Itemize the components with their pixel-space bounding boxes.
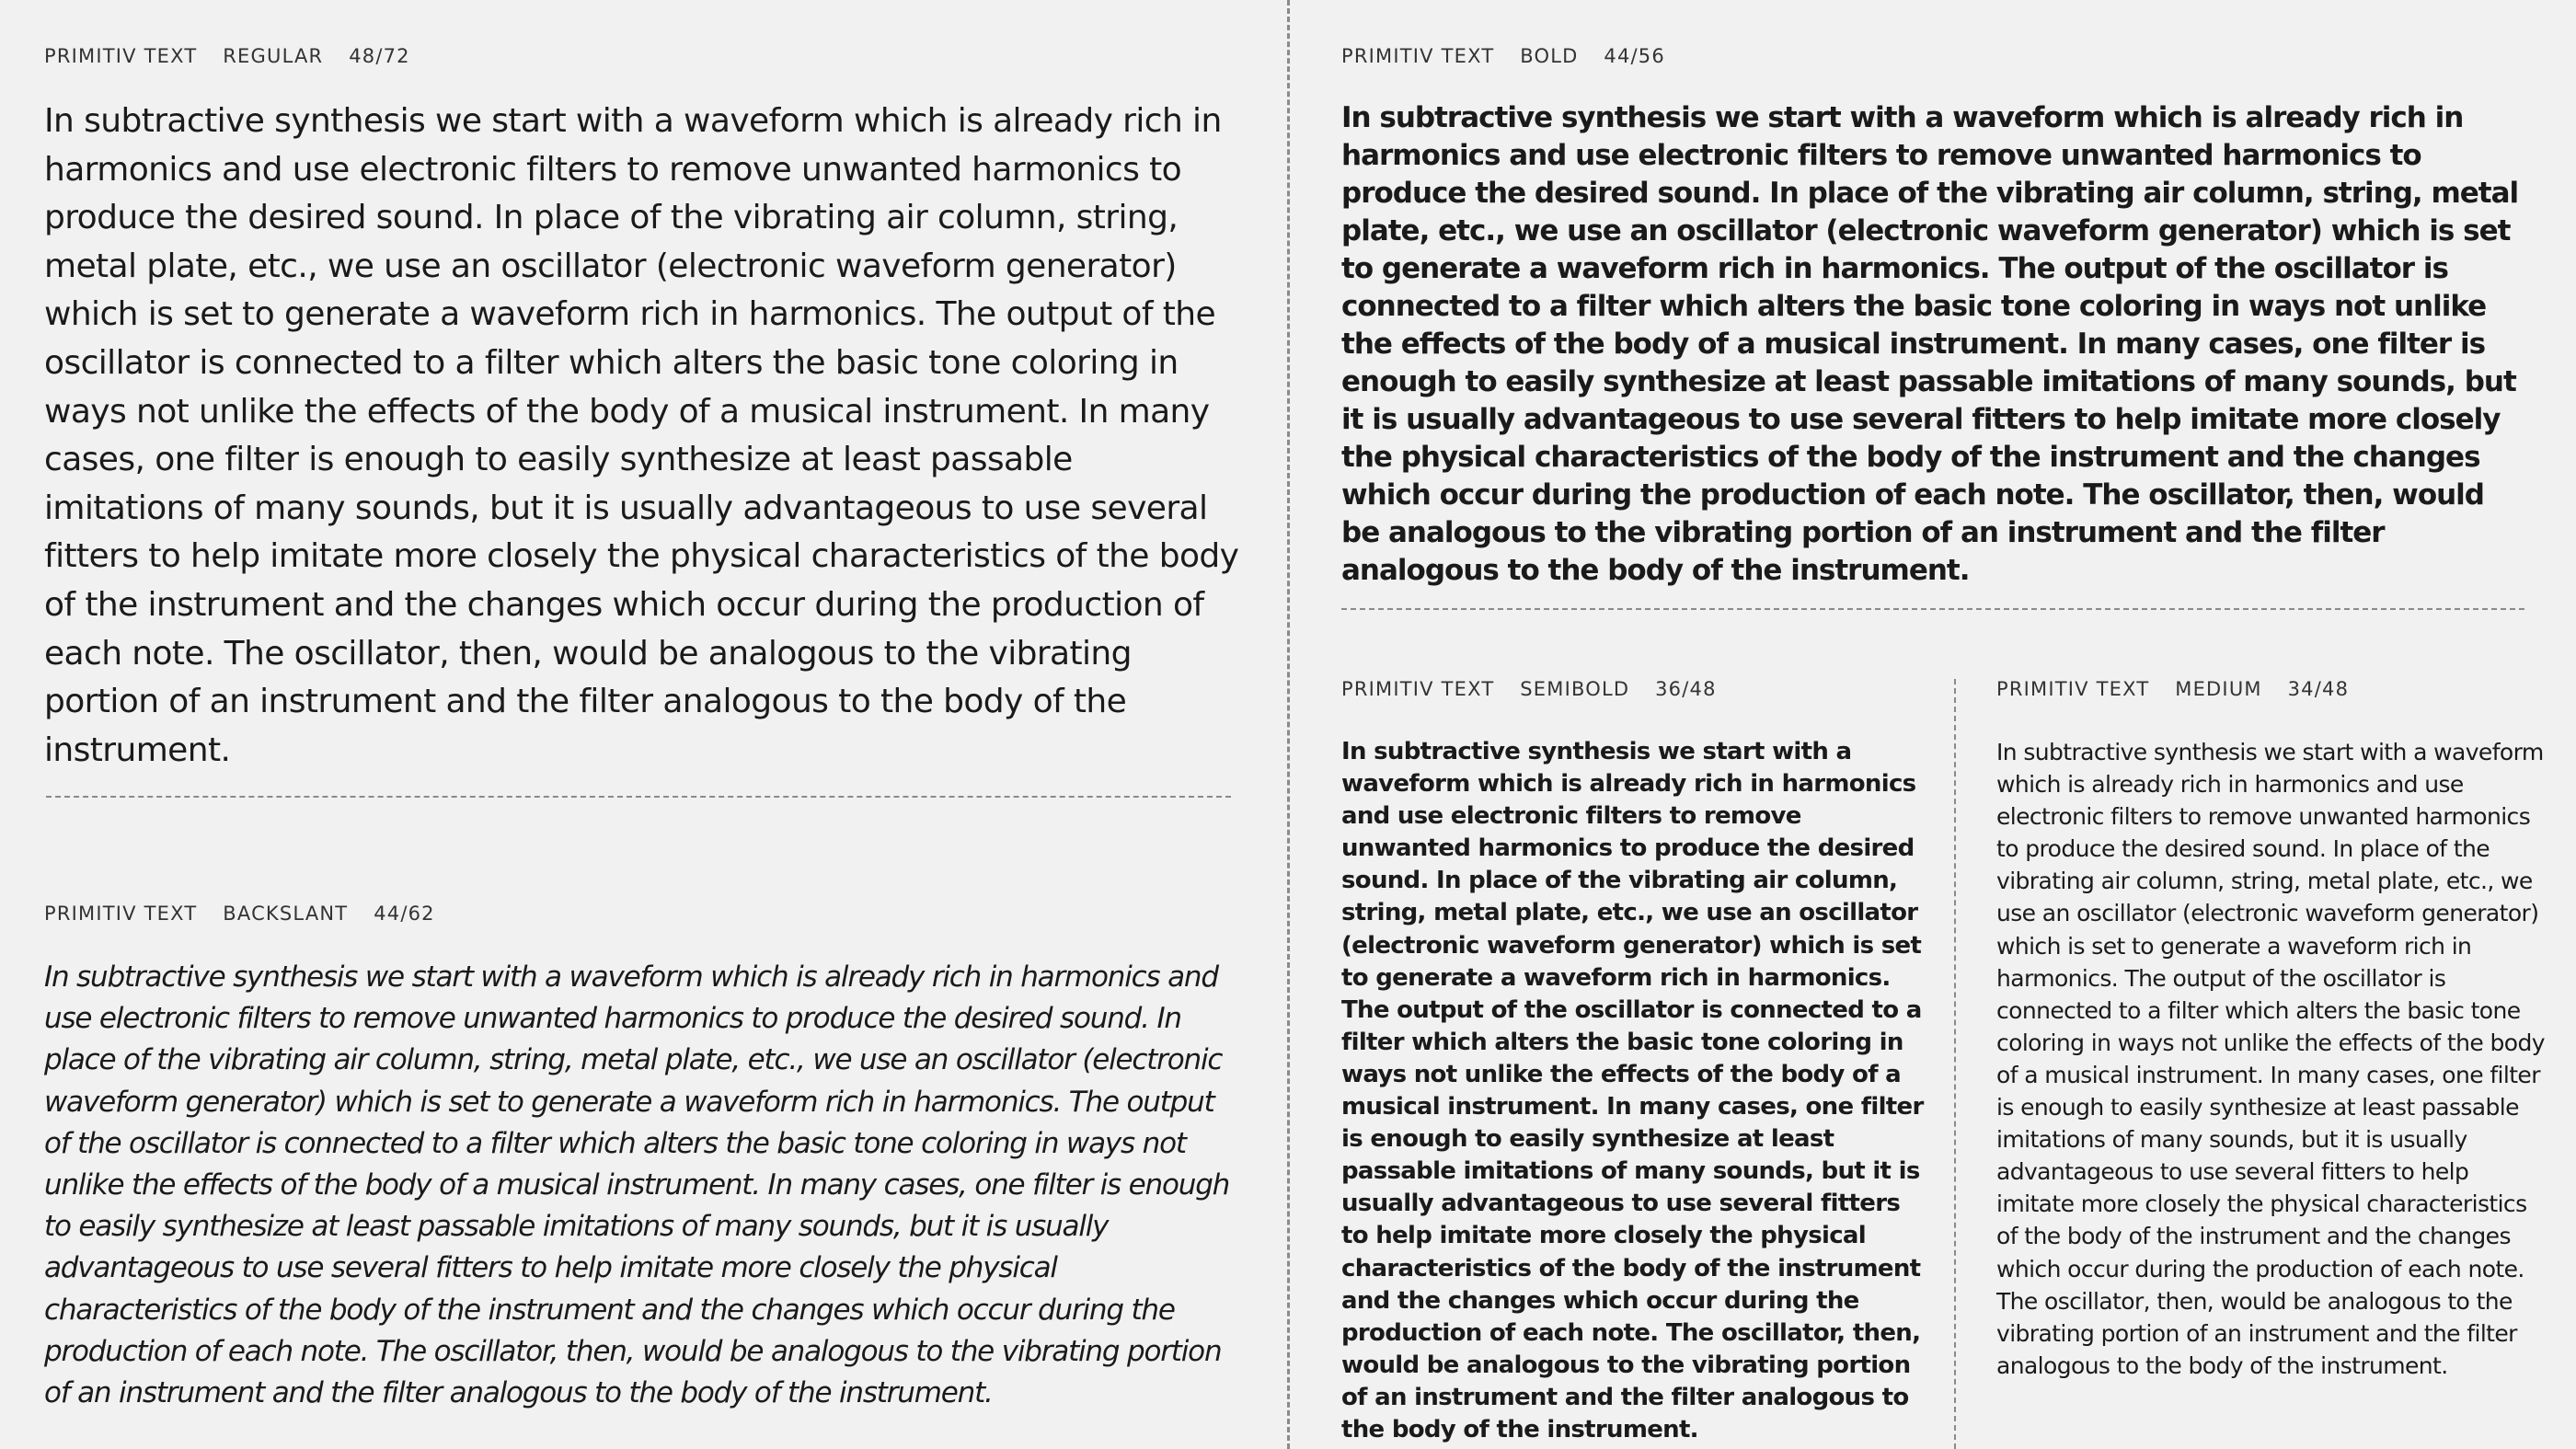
medium-family: PRIMITIV TEXT <box>1996 678 2150 700</box>
regular-size: 48/72 <box>349 45 410 67</box>
bold-spec-label <box>1341 42 1665 70</box>
backslant-style: BACKSLANT <box>223 903 349 925</box>
medium-spec-label <box>1996 675 2349 703</box>
semibold-size: 36/48 <box>1655 678 1717 700</box>
semibold-style: SEMIBOLD <box>1520 678 1630 700</box>
bold-style: BOLD <box>1520 45 1579 67</box>
medium-style: MEDIUM <box>2175 678 2262 700</box>
regular-text-block: In subtractive synthesis we start with a waveform which is already rich in harmonics and use electronic filters to remove unwanted harmonics to produce the desired sound. In place of the vibrating air column, string, metal plate, etc., we use an oscillator (electronic waveform generator) which is set to generate a waveform rich in harmonics. The output of the oscillator is connected to a filter which alters the basic tone coloring in ways not unlike the effects of the body of a musical instrument. In many cases, one filter is enough to easily synthesize at least passable imitations of many sounds, but it is usually advantageous to use several fitters to help imitate more closely the physical characteristics of the body of the instrument and the changes which occur during the production of each note. The oscillator, then, would be analogous to the vibrating portion of an instrument and the filter analogous to the body of the instrument. <box>44 102 1239 769</box>
regular-style: REGULAR <box>223 45 324 67</box>
left-section-divider <box>46 796 1231 798</box>
bold-family: PRIMITIV TEXT <box>1341 45 1495 67</box>
bold-size: 44/56 <box>1604 45 1665 67</box>
semibold-family: PRIMITIV TEXT <box>1341 678 1495 700</box>
medium-text-block: In subtractive synthesis we start with a waveform which is already rich in harmonics and use electronic filters to remove unwanted harmonics to produce the desired sound. In place of the vibrating air column, string, metal plate, etc., we use an oscillator (electronic waveform generator) which is set to generate a waveform rich in harmonics. The output of the oscillator is connected to a filter which alters the basic tone coloring in ways not unlike the effects of the body of a musical instrument. In many cases, one filter is enough to easily synthesize at least passable imitations of many sounds, but it is usually advantageous to use several fitters to help imitate more closely the physical characteristics of the body of the instrument and the changes which occur during the production of each note. The oscillator, then, would be analogous to the vibrating portion of an instrument and the filter analogous to the body of the instrument. <box>1996 739 2545 1379</box>
semibold-text-block: In subtractive synthesis we start with a waveform which is already rich in harmonics and use electronic filters to remove unwanted harmonics to produce the desired sound. In place of the vibrating air column, string, metal plate, etc., we use an oscillator (electronic waveform generator) which is set to generate a waveform rich in harmonics. The output of the oscillator is connected to a filter which alters the basic tone coloring in ways not unlike the effects of the body of a musical instrument. In many cases, one filter is enough to easily synthesize at least passable imitations of many sounds, but it is usually advantageous to use several fitters to help imitate more closely the physical characteristics of the body of the instrument and the changes which occur during the production of each note. The oscillator, then, would be analogous to the vibrating portion of an instrument and the filter analogous to the body of the instrument. <box>1341 738 1924 1443</box>
backslant-size: 44/62 <box>374 903 435 925</box>
regular-family: PRIMITIV TEXT <box>44 45 198 67</box>
backslant-family: PRIMITIV TEXT <box>44 903 198 925</box>
backslant-text-block: In subtractive synthesis we start with a waveform which is already rich in harmonics and use electronic filters to remove unwanted harmonics to produce the desired sound. In place of the vibrating air column, string, metal plate, etc., we use an oscillator (electronic waveform generator) which is set to generate a waveform rich in harmonics. The output of the oscillator is connected to a filter which alters the basic tone coloring in ways not unlike the effects of the body of a musical instrument. In many cases, one filter is enough to easily synthesize at least passable imitations of many sounds, but it is usually advantageous to use several fitters to help imitate more closely the physical characteristics of the body of the instrument and the changes which occur during the production of each note. The oscillator, then, would be analogous to the vibrating portion of an instrument and the filter analogous to the body of the instrument. <box>44 960 1230 1410</box>
right-section-divider <box>1341 608 2524 610</box>
regular-spec-label <box>44 42 410 70</box>
sub-column-divider <box>1954 679 1956 1449</box>
semibold-spec-label <box>1341 675 1717 703</box>
backslant-spec-label <box>44 900 435 927</box>
bold-text-block: In subtractive synthesis we start with a waveform which is already rich in harmonics and use electronic filters to remove unwanted harmonics to produce the desired sound. In place of the vibrating air column, string, metal plate, etc., we use an oscillator (electronic waveform generator) which is set to generate a waveform rich in harmonics. The output of the oscillator is connected to a filter which alters the basic tone coloring in ways not unlike the effects of the body of a musical instrument. In many cases, one filter is enough to easily synthesize at least passable imitations of many sounds, but it is usually advantageous to use several fitters to help imitate more closely the physical characteristics of the body of the instrument and the changes which occur during the production of each note. The oscillator, then, would be analogous to the vibrating portion of an instrument and the filter analogous to the body of the instrument. <box>1341 101 2519 587</box>
column-divider <box>1287 0 1290 1449</box>
medium-size: 34/48 <box>2287 678 2350 700</box>
